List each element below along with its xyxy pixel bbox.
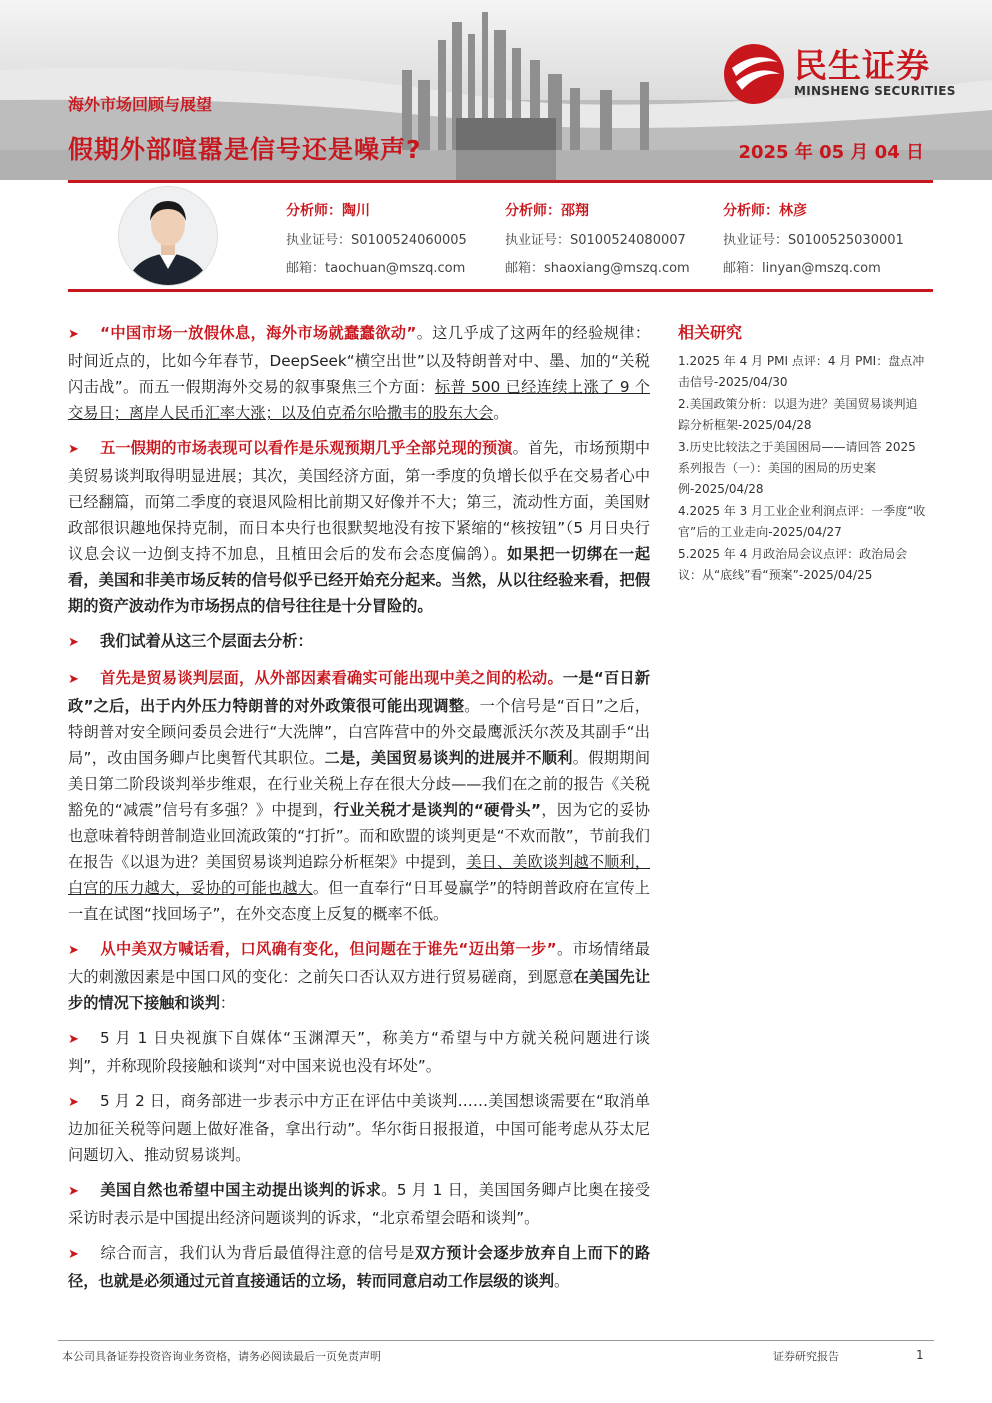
footer-disclaimer: 本公司具备证券投资咨询业务资格，请务必阅读最后一页免责声明 bbox=[62, 1350, 381, 1363]
analyst-name: 分析师：邵翔 bbox=[505, 203, 589, 219]
report-body bbox=[68, 320, 650, 1303]
body-paragraph: ➤ “中国市场一放假休息，海外市场就蠢蠢欲动”。这几乎成了这两年的经验规律：时间近点的，比如今年春节，DeepSeek“横空出世”以及特朗普对中、墨、加的“关税闪击战”。而五一假期海外交易的叙事聚焦三个方面：标普 500 已经连续上涨了 9 个交易日；离岸人民币汇率大涨；以及伯克希尔哈撒韦的股东大会。 bbox=[68, 324, 651, 422]
footer-report-type: 证券研究报告 bbox=[773, 1350, 839, 1363]
arrow-bullet-icon: ➤ bbox=[68, 442, 79, 457]
analyst-email[interactable]: 邮箱：shaoxiang@mszq.com bbox=[505, 261, 690, 276]
logo-english-name: MINSHENG SECURITIES bbox=[794, 84, 956, 98]
logo-mark-icon bbox=[722, 42, 786, 106]
arrow-bullet-icon: ➤ bbox=[68, 1247, 79, 1262]
analyst-cert: 执业证号：S0100524080007 bbox=[505, 233, 686, 248]
related-research-item[interactable]: 3.历史比较法之于美国困局——请回答 2025 系列报告（一）：美国的困局的历史案例-2025/04/28 bbox=[678, 440, 916, 496]
body-paragraph: ➤ 5 月 1 日央视旗下自媒体“玉渊潭天”，称美方“希望与中方就关税问题进行谈判”，并称现阶段接触和谈判“对中国来说也没有坏处”。 bbox=[68, 1029, 650, 1075]
analyst-avatar bbox=[118, 186, 218, 286]
arrow-bullet-icon: ➤ bbox=[68, 1032, 79, 1047]
related-research-item[interactable]: 4.2025 年 3 月工业企业利润点评：一季度“收官”后的工业走向-2025/04/27 bbox=[678, 504, 926, 539]
related-research-title: 相关研究 bbox=[678, 323, 743, 342]
related-research-item[interactable]: 2.美国政策分析：以退为进？美国贸易谈判追踪分析框架-2025/04/28 bbox=[678, 397, 918, 432]
body-paragraph: ➤ 五一假期的市场表现可以看作是乐观预期几乎全部兑现的预演。首先，市场预期中美贸易谈判取得明显进展；其次，美国经济方面，第一季度的负增长似乎在交易者心中已经翻篇，而第二季度的衰退风险相比前期又好像并不大；第三，流动性方面，美国财政部很识趣地保持克制，而日本央行也很默契地没有按下紧缩的“核按钮”（5 月日央行议息会议一边倒支持不加息，且植田会后的发布会态度偏鸽）。如果把一切绑在一起看，美国和非美市场反转的信号似乎已经开始充分起来。当然，从以往经验来看，把假期的资产波动作为市场拐点的信号往往是十分冒险的。 bbox=[68, 439, 651, 615]
analyst-card bbox=[505, 200, 690, 285]
analyst-email[interactable]: 邮箱：taochuan@mszq.com bbox=[286, 261, 466, 276]
analyst-name: 分析师：林彦 bbox=[723, 203, 807, 219]
report-date: 2025 年 05 月 04 日 bbox=[738, 142, 924, 163]
arrow-bullet-icon: ➤ bbox=[68, 672, 79, 687]
analyst-cert: 执业证号：S0100525030001 bbox=[723, 233, 904, 248]
analyst-email[interactable]: 邮箱：linyan@mszq.com bbox=[723, 261, 881, 276]
logo-chinese-name: 民生证券 bbox=[794, 46, 930, 85]
header-divider bbox=[68, 180, 933, 183]
analyst-card bbox=[723, 200, 904, 285]
brand-logo bbox=[722, 38, 972, 108]
related-research bbox=[678, 320, 928, 587]
analyst-card bbox=[286, 200, 467, 285]
arrow-bullet-icon: ➤ bbox=[68, 943, 79, 958]
body-paragraph: ➤ 首先是贸易谈判层面，从外部因素看确实可能出现中美之间的松动。一是“百日新政”之后，出于内外压力特朗普的对外政策很可能出现调整。一个信号是“百日”之后，特朗普对安全顾问委员会进行“大洗牌”，白宫阵营中的外交最鹰派沃尔茨及其副手“出局”，改由国务卿卢比奥暂代其职位。二是，美国贸易谈判的进展并不顺利。假期期间美日第二阶段谈判举步维艰，在行业关税上存在很大分歧——我们在之前的报告《关税豁免的“减震”信号有多强？》中提到，行业关税才是谈判的“硬骨头”，因为它的妥协也意味着特朗普制造业回流政策的“打折”。而和欧盟的谈判更是“不欢而散”，节前我们在报告《以退为进？美国贸易谈判追踪分析框架》中提到，美日、美欧谈判越不顺利，白宫的压力越大，妥协的可能也越大。但一直奉行“日耳曼赢学”的特朗普政府在宣传上一直在试图“找回场子”，在外交态度上反复的概率不低。 bbox=[68, 669, 651, 923]
analyst-name: 分析师：陶川 bbox=[286, 203, 370, 219]
body-paragraph: ➤ 综合而言，我们认为背后最值得注意的信号是双方预计会逐步放弃自上而下的路径，也就是必须通过元首直接通话的立场，转而同意启动工作层级的谈判。 bbox=[68, 1244, 651, 1290]
body-paragraph: ➤ 5 月 2 日，商务部进一步表示中方正在评估中美谈判……美国想谈需要在“取消单边加征关税等问题上做好准备，拿出行动”。华尔街日报报道，中国可能考虑从芬太尼问题切入、推动贸易谈判。 bbox=[68, 1092, 650, 1164]
page-number: 1 bbox=[916, 1348, 924, 1362]
body-paragraph: ➤ 从中美双方喊话看，口风确有变化，但问题在于谁先“迈出第一步”。市场情绪最大的刺激因素是中国口风的变化：之前矢口否认双方进行贸易磋商，到愿意在美国先让步的情况下接触和谈判： bbox=[68, 940, 651, 1012]
footer-divider bbox=[58, 1340, 934, 1341]
report-series: 海外市场回顾与展望 bbox=[68, 95, 213, 114]
report-title: 假期外部喧嚣是信号还是噪声? bbox=[68, 135, 422, 164]
related-research-item[interactable]: 1.2025 年 4 月 PMI 点评：4 月 PMI：盘点冲击信号-2025/04/30 bbox=[678, 354, 925, 389]
body-paragraph: ➤ 美国自然也希望中国主动提出谈判的诉求。5 月 1 日，美国国务卿卢比奥在接受采访时表示是中国提出经济问题谈判的诉求，“北京希望会晤和谈判”。 bbox=[68, 1181, 651, 1227]
analyst-divider bbox=[68, 289, 933, 292]
analyst-cert: 执业证号：S0100524060005 bbox=[286, 233, 467, 248]
arrow-bullet-icon: ➤ bbox=[68, 1095, 79, 1110]
header-banner bbox=[0, 0, 992, 180]
related-research-item[interactable]: 5.2025 年 4 月政治局会议点评：政治局会议：从“底线”看“预案”-2025/04/25 bbox=[678, 547, 908, 582]
arrow-bullet-icon: ➤ bbox=[68, 1184, 79, 1199]
arrow-bullet-icon: ➤ bbox=[68, 635, 79, 650]
arrow-bullet-icon: ➤ bbox=[68, 327, 79, 342]
body-paragraph: ➤ 我们试着从这三个层面去分析： bbox=[68, 628, 650, 656]
